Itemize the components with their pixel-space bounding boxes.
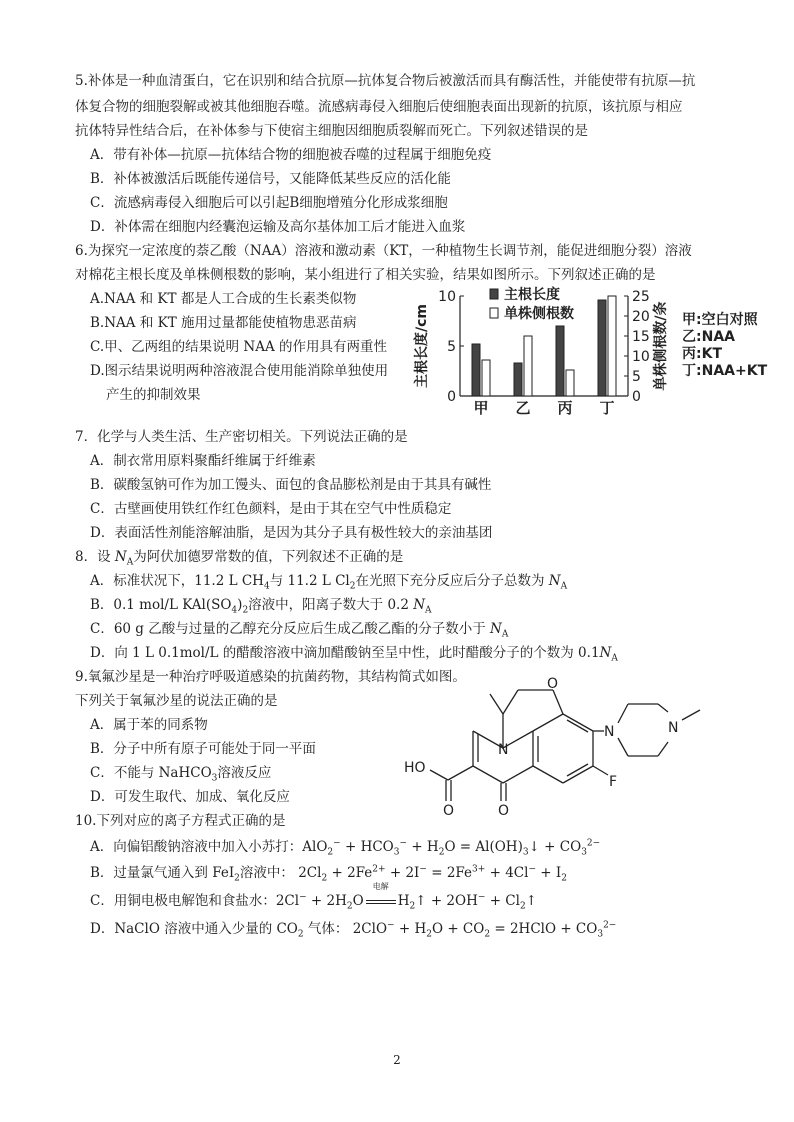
q6-option-d-line-2: 产生的抑制效果 — [106, 387, 201, 403]
y-tick-label: 5 — [447, 339, 456, 355]
q9-option-d: D．可发生取代、加成、氧化反应 — [90, 789, 290, 805]
q6-option-b: B.NAA 和 KT 施用过量都能使植物患恶苗病 — [90, 315, 357, 331]
bar-lateral-root-count — [608, 296, 616, 396]
group-note: 乙:NAA — [682, 329, 735, 345]
q7-option-c: C．古壁画使用铁红作红色颜料，是由于其在空气中性质稳定 — [90, 501, 452, 517]
ofloxacin-structure — [404, 668, 718, 819]
q10-option-b: B．过量氯气通入到 FeI$_2$溶液中： $2Cl_2 + 2Fe^{2+} + 2I^- = 2Fe^{3+} + 4Cl^- + I_2$ — [90, 864, 567, 884]
y2-tick-label: 15 — [632, 329, 650, 345]
y2-axis-title: 单株侧根数/条 — [653, 301, 669, 391]
atom-n-piperazine-2: N — [668, 720, 679, 736]
q7-option-a: A．制衣常用原料聚酯纤维属于纤维素 — [90, 453, 316, 469]
atom-o-acid: O — [443, 803, 455, 819]
q5-option-a: A．带有补体—抗原—抗体结合物的细胞被吞噬的过程属于细胞免疫 — [90, 147, 492, 163]
q5-stem-line-3: 抗体特异性结合后，在补体参与下使宿主细胞因细胞质裂解而死亡。下列叙述错误的是 — [75, 123, 588, 139]
q9-option-a: A．属于苯的同系物 — [90, 717, 208, 733]
legend-swatch-main — [490, 289, 498, 299]
bar-main-root-length — [598, 300, 606, 396]
group-note: 甲:空白对照 — [682, 312, 758, 328]
x-tick-label: 甲 — [473, 399, 489, 417]
root-length-chart — [410, 284, 780, 417]
page-number: 2 — [393, 1053, 401, 1067]
atom-o-ketone: O — [498, 803, 510, 819]
q8-option-a: A．标准状况下，11.2 L $CH_4$与 11.2 L $Cl_2$在光照下充分反应后分子总数为 $N_A$ — [90, 573, 568, 592]
x-tick-label: 乙 — [515, 399, 531, 417]
y2-tick-label: 5 — [632, 369, 641, 385]
q10-option-d: D．NaClO 溶液中通入少量的 $CO_2$ 气体： $2ClO^- + H_2O + CO_2$ = 2HClO + $CO_3^{2-}$ — [90, 920, 617, 940]
x-tick-label: 丙 — [557, 399, 573, 417]
q6-stem-line-2: 对棉花主根长度及单株侧根数的影响，某小组进行了相关实验，结果如图所示。下列叙述正确的是 — [75, 267, 656, 283]
q7-option-d: D．表面活性剂能溶解油脂，是因为其分子具有极性较大的亲油基团 — [90, 525, 493, 541]
y-tick-label: 0 — [447, 389, 456, 405]
y-axis-title: 主根长度/cm — [414, 304, 430, 388]
atom-n-ring: N — [498, 742, 509, 758]
legend-label-main: 主根长度 — [504, 287, 560, 303]
electrolysis-arrow: 电解 — [364, 892, 398, 910]
bar-lateral-root-count — [566, 370, 574, 396]
q5-option-b: B．补体被激活后既能传递信号，又能降低某些反应的活化能 — [90, 171, 451, 187]
y2-tick-label: 20 — [632, 309, 650, 325]
y2-tick-label: 25 — [632, 289, 650, 305]
q9-option-c: C．不能与 NaHCO$_3$溶液反应 — [90, 765, 272, 784]
q8-stem: 8．设 $N_A$为阿伏加德罗常数的值，下列叙述不正确的是 — [75, 549, 404, 568]
atom-f: F — [609, 774, 618, 790]
q8-option-b: B．0.1 mol/L $KAl(SO_4)_2$溶液中，阳离子数大于 0.2 $N_A$ — [90, 597, 432, 616]
q10-stem: 10.下列对应的离子方程式正确的是 — [75, 813, 286, 829]
atom-ho: HO — [404, 760, 426, 776]
bar-main-root-length — [514, 363, 522, 396]
q6-option-a: A.NAA 和 KT 都是人工合成的生长素类似物 — [90, 291, 357, 307]
y-tick-label: 10 — [438, 289, 456, 305]
y2-tick-label: 10 — [632, 349, 650, 365]
q6-option-c: C.甲、乙两组的结果说明 NAA 的作用具有两重性 — [90, 339, 388, 355]
q9-stem-line-2: 下列关于氧氟沙星的说法正确的是 — [75, 693, 278, 709]
bar-main-root-length — [472, 344, 480, 396]
q9-option-b: B．分子中所有原子可能处于同一平面 — [90, 741, 316, 757]
y2-tick-label: 0 — [632, 389, 641, 405]
atom-o-ring: O — [547, 676, 559, 692]
group-note: 丙:KT — [682, 346, 722, 362]
q10-option-c: C．用铜电极电解饱和食盐水：$2Cl^- + 2H_2O$ 电解 $H_2↑ + 2OH^-$ + $Cl_2↑$ — [90, 882, 537, 912]
q5-stem-line-2: 体复合物的细胞裂解或被其他细胞吞噬。流感病毒侵入细胞后使细胞表面出现新的抗原，该抗原与相应 — [75, 99, 683, 115]
bar-lateral-root-count — [524, 336, 532, 396]
q10-option-a: A．向偏铝酸钠溶液中加入小苏打：$AlO_2^- + HCO_3^- + H_2O$ = $Al(OH)_3↓ + CO_3^{2-}$ — [90, 838, 601, 858]
legend-swatch-lateral — [490, 308, 498, 318]
q6-stem-line-1: 6.为探究一定浓度的萘乙酸（NAA）溶液和激动素（KT，一种植物生长调节剂，能促进细胞分裂）溶液 — [75, 243, 692, 259]
q8-option-d: D．向 1 L 0.1mol/L 的醋酸溶液中滴加醋酸钠至呈中性，此时醋酸分子的个数为 $0.1N_A$ — [90, 645, 618, 664]
q9-stem-line-1: 9.氧氟沙星是一种治疗呼吸道感染的抗菌药物，其结构简式如图。 — [75, 669, 466, 685]
bar-lateral-root-count — [482, 360, 490, 396]
bar-main-root-length — [556, 326, 564, 396]
legend-label-lateral: 单株侧根数 — [504, 306, 574, 322]
q5-stem-line-1: 5.补体是一种血清蛋白，它在识别和结合抗原—抗体复合物后被激活而具有酶活性，并能使带有抗原—抗 — [75, 73, 696, 89]
q8-option-c: C．60 g 乙酸与过量的乙醇充分反应后生成乙酸乙酯的分子数小于 $N_A$ — [90, 621, 509, 640]
q5-option-c: C．流感病毒侵入细胞后可以引起B细胞增殖分化形成浆细胞 — [90, 195, 448, 211]
x-tick-label: 丁 — [599, 399, 615, 417]
q7-option-b: B．碳酸氢钠可作为加工馒头、面包的食品膨松剂是由于其具有碱性 — [90, 477, 492, 493]
q6-option-d-line-1: D.图示结果说明两种溶液混合使用能消除单独使用 — [90, 363, 389, 379]
q7-stem: 7．化学与人类生活、生产密切相关。下列说法正确的是 — [75, 429, 408, 445]
atom-n-piperazine-1: N — [604, 724, 615, 740]
q5-option-d: D．补体需在细胞内经囊泡运输及高尔基体加工后才能进入血浆 — [90, 219, 466, 235]
group-note: 丁:NAA+KT — [682, 363, 768, 379]
